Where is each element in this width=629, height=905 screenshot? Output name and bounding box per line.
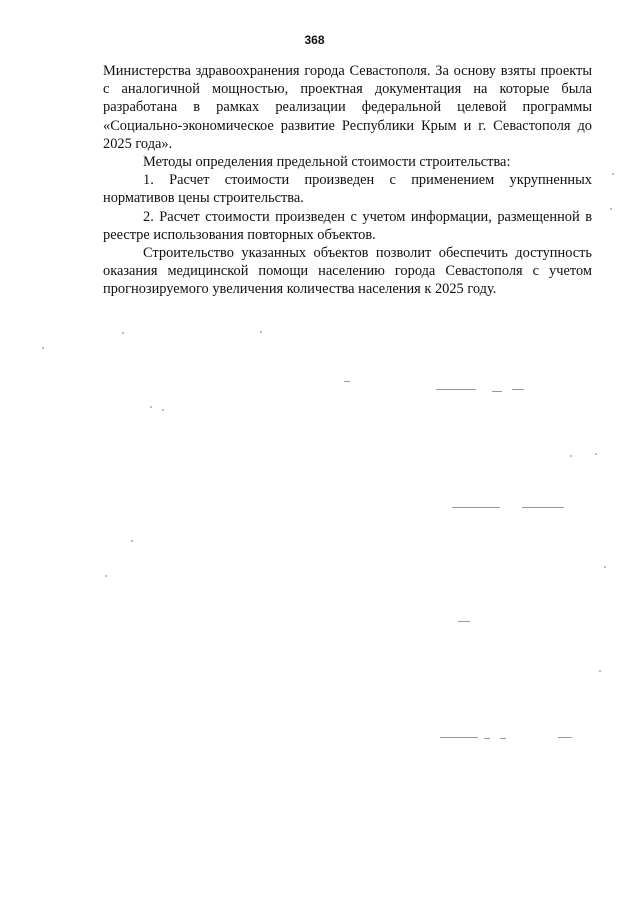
scan-artifact [105,575,107,577]
scan-artifact [436,389,476,390]
scan-artifact [440,737,478,738]
scan-artifact [570,455,572,457]
scan-artifact [150,406,152,408]
paragraph-conclusion: Строительство указанных объектов позволит обеспечить доступность оказания медицинской помощи населению города Севастополя с учетом прогнозируемого увеличения количества населения к 2025 году. [103,245,592,298]
scan-artifact [42,347,44,349]
scan-artifact [131,540,133,542]
scan-artifact [595,453,597,455]
paragraph-methods-heading: Методы определения предельной стоимости строительства: [143,154,511,171]
scan-artifact [484,738,490,739]
scan-artifact [604,566,606,568]
paragraph-method-1: 1. Расчет стоимости произведен с применением укрупненных нормативов цены строительства. [103,172,592,207]
page-number: 368 [304,33,325,47]
paragraph-continuation: Министерства здравоохранения города Севастополя. За основу взяты проекты с аналогичной мощностью, проектная документация на которые была разработана в рамках реализации федеральной целевой программы «Социально-экономическое развитие Республики Крым и г. Севастополя до 2025 года». [103,63,592,152]
scan-artifact [500,738,506,739]
scan-artifact [610,208,612,210]
scan-artifact [452,507,500,508]
scan-artifact [458,621,470,622]
scan-artifact [558,737,572,738]
scan-artifact [612,173,614,175]
body-text [103,62,592,299]
scan-artifact [162,409,164,411]
scan-artifact [599,670,601,672]
scan-artifact [260,331,262,333]
scan-artifact [492,391,502,392]
paragraph-method-2: 2. Расчет стоимости произведен с учетом информации, размещенной в реестре использования повторных объектов. [103,208,592,243]
scan-artifact [522,507,564,508]
scan-artifact [512,389,524,390]
scan-artifact [344,381,350,382]
scan-artifact [122,332,124,334]
